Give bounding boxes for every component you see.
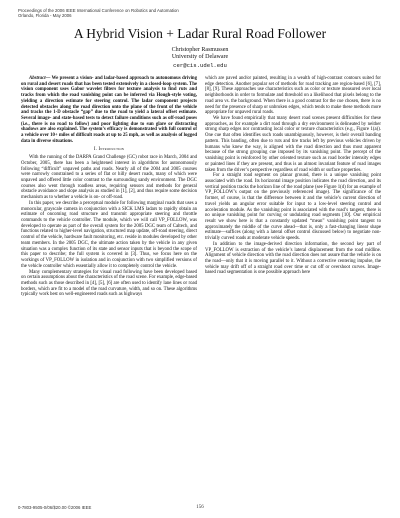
abstract-lead: Abstract — [29, 76, 46, 81]
right-paragraph-2: We have found empirically that many desert road scenes present difficulties for these approaches, as for example a dirt road through a dry environment is delineated by neither strong sharp edges nor contrasting local color or texture characteristics (e.g., Figure 1(a)). One cue that often identifies such roads unambiguously, however, is their overall banding pattern. This banding, often due to ruts and tire tracks left by previous vehicles driven by humans who knew the way, is aligned with the road direction and thus most apparent because of the strong grouping cue imposed by its vanishing point. The percept of the vanishing point is reinforced by other oriented texture such as road border intensity edges or painted lines if they are present, and thus is an almost invariant feature of road images taken from the driver’s perspective regardless of road width or surface properties. — [205, 116, 381, 173]
intro-paragraph-1: With the running of the DARPA Grand Challenge (GC) robot race in March, 2004 and October, 2005, there has been a heightened interest in algorithms for autonomously following “difficult” unpaved paths and roads. Nearly all of the 2004 and 2005 courses were narrowly constrained to a series of flat or hilly desert roads, many of which were unpaved and offered little color contrast to the surrounding sandy environment. The DGC courses also went through roadless areas, requiring sensors and methods for general obstacle avoidance and slope analysis as studied in [1], [2], and thus require some decision mechanism as to whether a vehicle is on- or off-road. — [21, 155, 197, 201]
author-email: cer@cis.udel.edu — [173, 61, 227, 69]
right-paragraph-4: In addition to the image-derived direction information, the second key part of VP_FOLLOW is extraction of the vehicle’s lateral displacement from the road midline. Alignment of vehicle direction with the road direction does not assure that the vehicle is on the road—only that it is moving parallel to it. Without a corrective centering impulse, the vehicle may drift off of a straight road over time or cut off or overshoot curves. Image-based road segmentation is one possible approach here — [205, 241, 381, 276]
paper-title: A Hybrid Vision + Ladar Rural Road Follower — [73, 26, 327, 41]
author-block — [0, 47, 400, 69]
author-affiliation: University of Delaware — [171, 54, 229, 61]
proceedings-header — [18, 8, 179, 19]
left-column — [21, 76, 197, 298]
section-heading-introduction: I. Introduction — [93, 147, 125, 153]
copyright-footer: 0-7803-9505-0/06/$20.00 ©2006 IEEE — [18, 505, 92, 510]
author-name: Christopher Rasmussen — [171, 47, 229, 53]
abstract-paragraph — [21, 76, 197, 145]
page-number: 156 — [196, 505, 204, 510]
intro-paragraph-2: In this paper, we describe a perceptual module for following marginal roads that uses a monocular, grayscale camera in conjunction with a SICK LMS ladars to rapidly obtain an estimate of oncoming road structure and transmit appropriate steering and throttle commands to the vehicle controller. The module, which we will call VP_FOLLOW, was developed to operate as part of the overall system for the 2005 DGC team of Caltech, and functions related to higher-level navigation, structured map update, off-road steering, direct control of the vehicle, hardware fault monitoring, etc. reside in modules developed by other team members. In the 2005 DGC, the ultimate action taken by the vehicle in any given situation was a complex function of its state and sensor inputs that is beyond the scope of this paper to describe; the full system is covered in [3]. Thus, we focus here on the workings of VP_FOLLOW in isolation and in conjunction with two simplified versions of the vehicle controller which essentially allow it to completely control the vehicle. — [21, 200, 197, 269]
right-paragraph-1: which are paved and/or painted, resulting in a wealth of high-contrast contours suited for edge detection. Another popular set of methods for road tracking are region-based [6], [7], [8], [9]. These approaches use characteristics such as color or texture measured over local neighborhoods in order to formulate and threshold on a likelihood that pixels belong to the road area vs. the background. When there is a good contrast for the cue chosen, there is no need for the presence of sharp or unbroken edges, which tends to make these methods more appropriate for unpaved rural roads. — [205, 76, 381, 116]
right-column — [205, 76, 381, 276]
proceedings-line-1: Proceedings of the 2006 IEEE International Conference on Robotics and Automation — [18, 8, 179, 13]
abstract-text: — We present a vision- and ladar-based approach to autonomous driving on rural and desert roads that has been tested extensively in a closed-loop system. The vision component uses Gabor wavelet filters for texture analysis to find ruts and tracks from which the road vanishing point can be inferred via Hough-style voting, yielding a direction estimate for steering control. The ladar component projects detected obstacles along the road direction onto the plane of the front of the vehicle and tracks the 1-D obstacle “gap” due to the road to yield a lateral offset estimate. Several image- and state-based tests to detect failure conditions such as off-road poses (i.e., there is no road to follow) and poor lighting due to sun glare or distracting shadows are also explained. The system’s efficacy is demonstrated with full control of a vehicle over 10+ miles of difficult roads at up to 25 mph, as well as analysis of logged data in diverse situations. — [21, 76, 197, 144]
proceedings-line-2: Orlando, Florida - May 2006 — [18, 13, 72, 19]
intro-paragraph-3: Many complementary strategies for visual road following have been developed based on certain assumptions about the characteristics of the road scene. For example, edge-based methods such as those described in [4], [5], [6] are often used to identify lane lines or road borders, which are fit to a model of the road curvature, width, and so on. These algorithms typically work best on well-engineered roads such as highways — [21, 269, 197, 298]
right-paragraph-3: For a straight road segment on planar ground, there is a unique vanishing point associated with the road. Its horizontal image position indicates the road direction, and its vertical position tracks the horizon line of the road plane (see Figure 1(d) for an example of VP_FOLLOW’s output on the previously referenced image). The significance of the former, of course, is that the difference between it and the vehicle’s current direction of travel yields an angular error suitable for input to a low-level steering control and acceleration module. As the vanishing point is associated with the road’s tangent, there is no unique vanishing point for curving or undulating road segments [10]. Our empirical result we show here is that a constantly updated “mean” vanishing point tangent to approximately the middle of the curve ahead—that is, only a fast-changing linear shape estimate—suffices (along with a lateral offset control discussed below) to negotiate non-trivially curved roads at moderate vehicle speeds. — [205, 173, 381, 242]
